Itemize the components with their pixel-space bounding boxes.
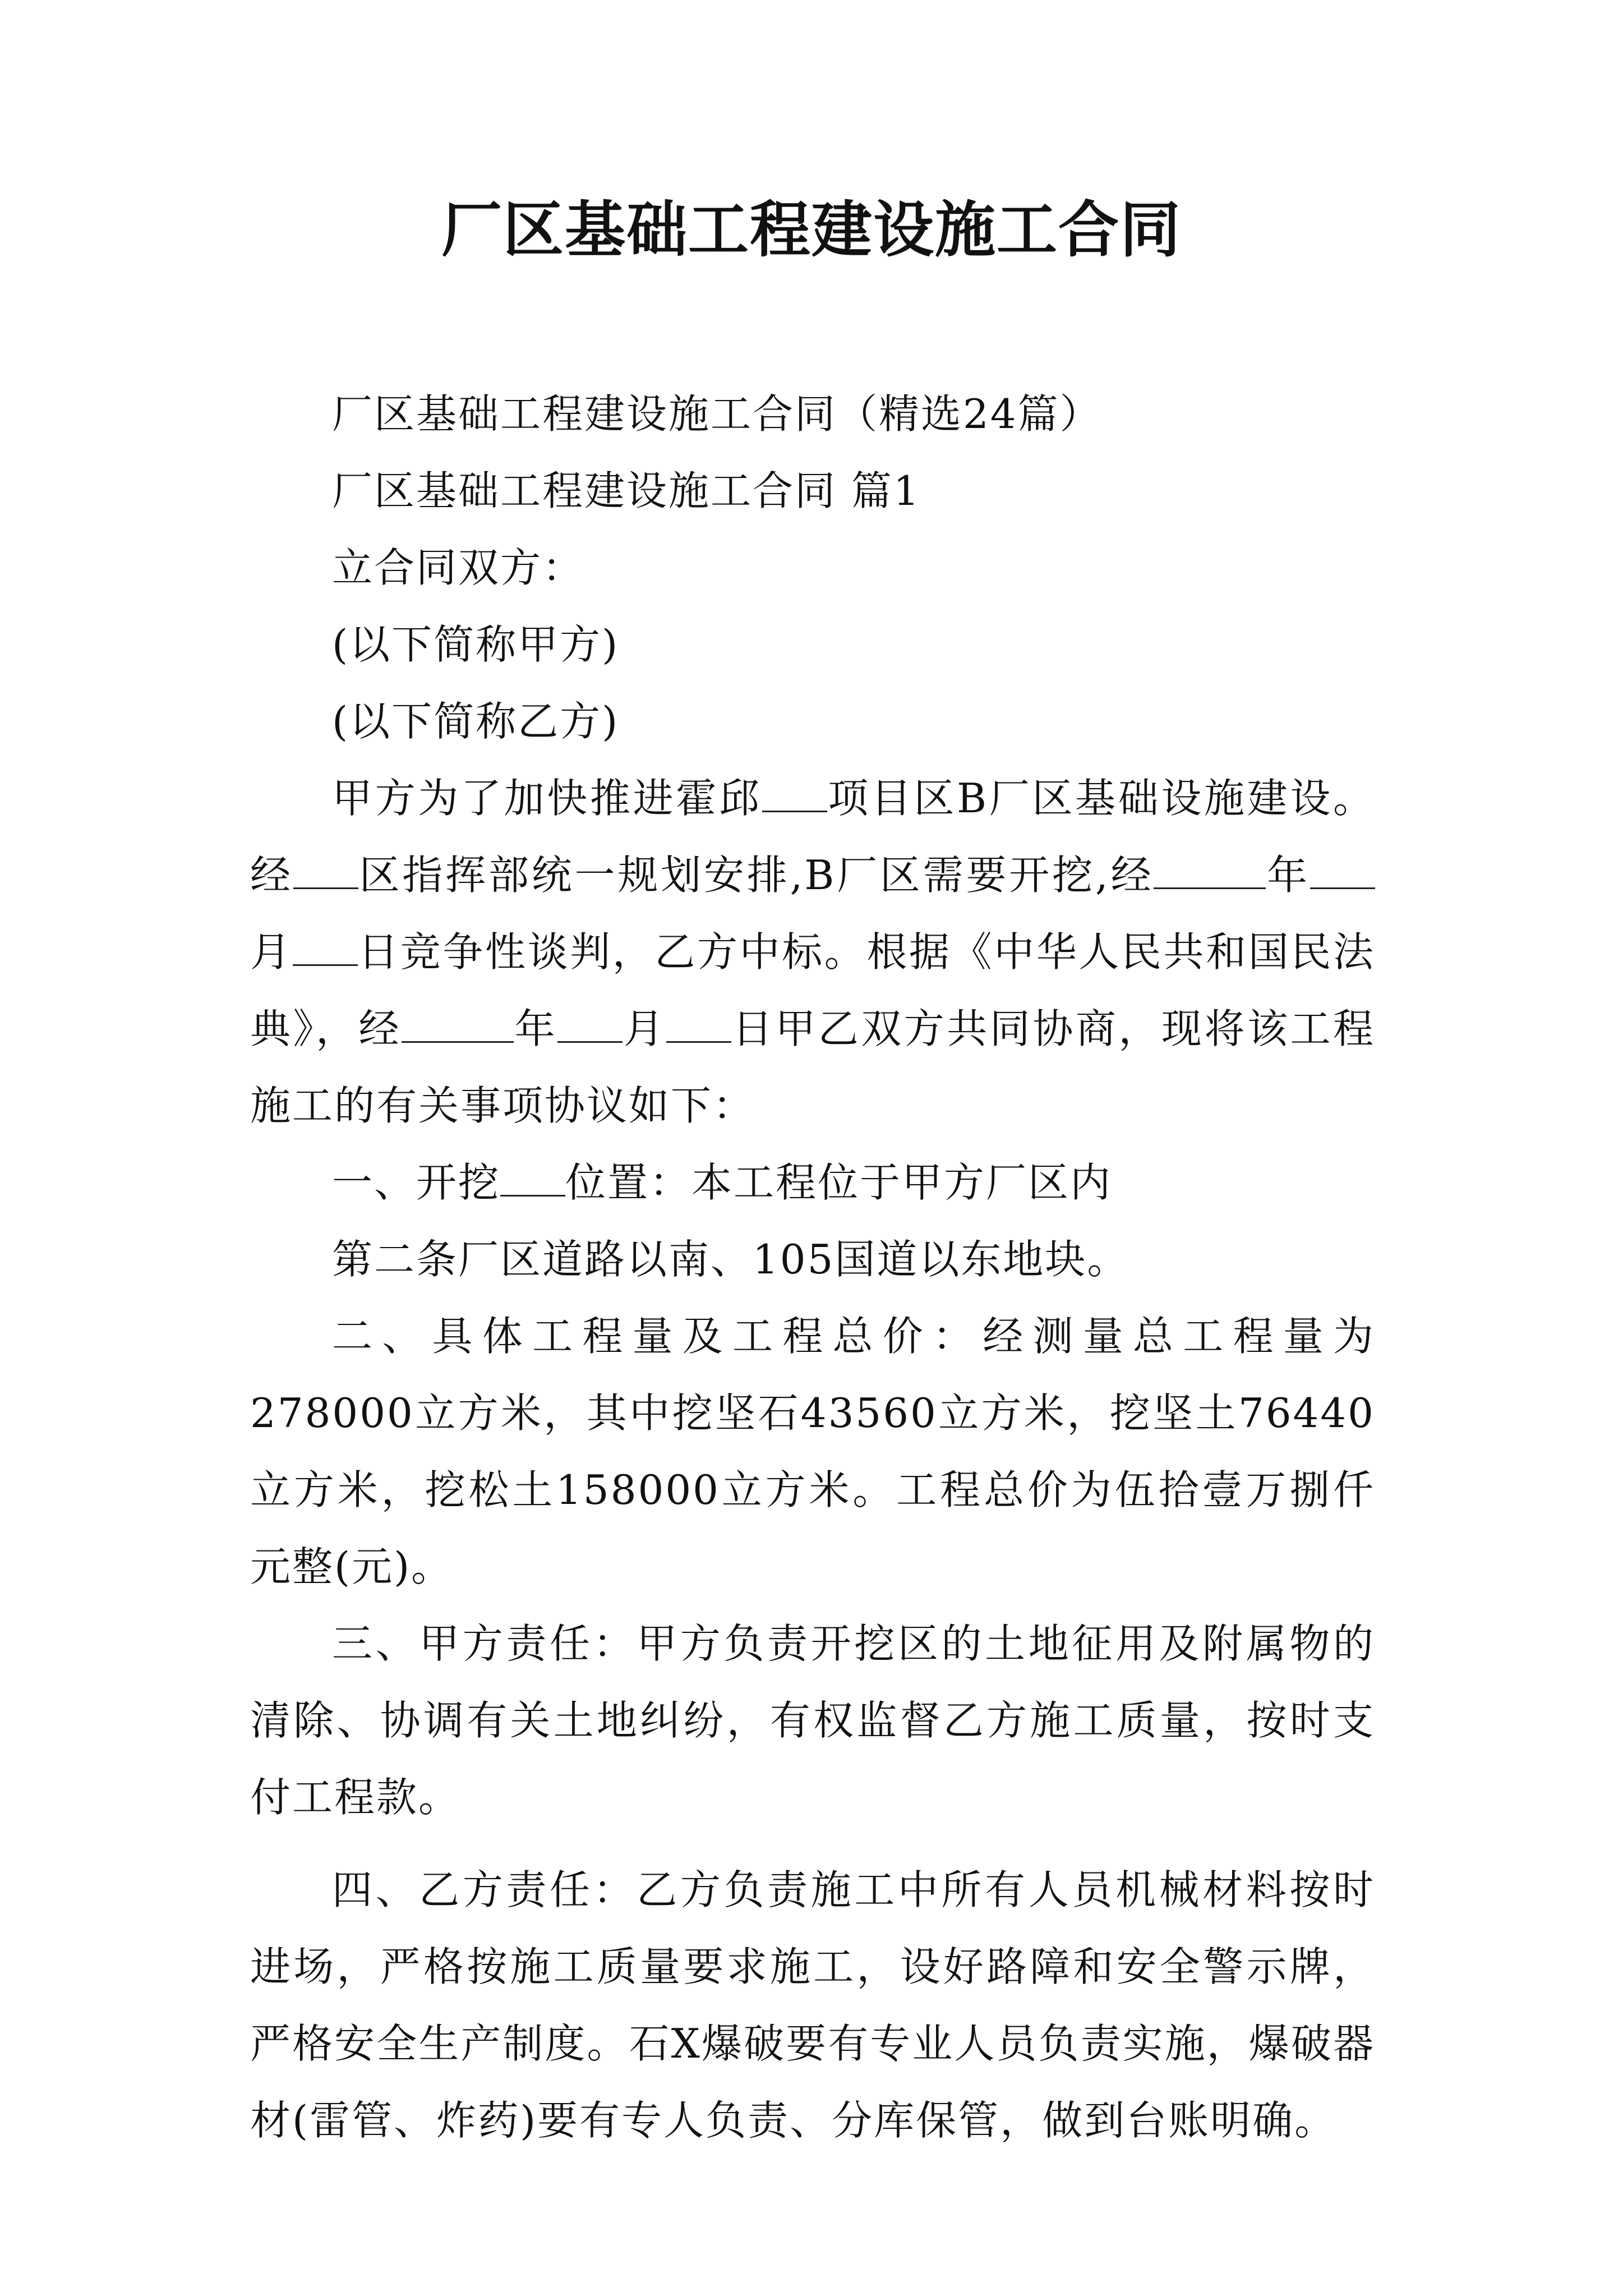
clause-1-text: 位置：本工程位于甲方厂区内 bbox=[565, 1159, 1113, 1206]
fill-blank bbox=[762, 777, 827, 812]
intro-text: 年 bbox=[1266, 852, 1310, 899]
intro-text: 月 bbox=[623, 1005, 667, 1052]
intro-text: 区指挥部统一规划安排,B厂区需要开挖,经 bbox=[358, 852, 1154, 899]
fill-blank bbox=[1310, 854, 1375, 889]
intro-text: 日竞争性谈判，乙方中标。根据《中华人民共和国民法典》，经 bbox=[250, 928, 1375, 1052]
clause-1-continuation: 第二条厂区道路以南、105国道以东地块。 bbox=[332, 1236, 1129, 1283]
intro-text: 月 bbox=[250, 928, 293, 976]
party-a-line: (以下简称甲方) bbox=[332, 621, 620, 668]
intro-text: 甲方为了加快推进霍邱 bbox=[332, 775, 762, 822]
clause-3: 三、甲方责任：甲方负责开挖区的土地征用及附属物的清除、协调有关土地纠纷，有权监督乙方施工质量，按时支付工程款。 bbox=[250, 1620, 1375, 1821]
document-title: 厂区基础工程建设施工合同 bbox=[441, 195, 1182, 265]
intro-text: 日甲乙双方共同协商，现将该工程施工的有关事项协议如下： bbox=[250, 1005, 1375, 1129]
party-b-line: (以下简称乙方) bbox=[332, 698, 620, 745]
intro-paragraph bbox=[250, 760, 1375, 1144]
parties-label: 立合同双方： bbox=[332, 544, 585, 591]
fill-blank bbox=[666, 1007, 731, 1043]
clause-4: 四、乙方责任：乙方负责施工中所有人员机械材料按时进场，严格按施工质量要求施工，设好路障和安全警示牌，严格安全生产制度。石X爆破要有专业人员负责实施，爆破器材(雷管、炸药)要有专人负责、分库保管，做到台账明确。 bbox=[250, 1866, 1375, 2144]
fill-blank bbox=[402, 1007, 514, 1043]
subtitle-line: 厂区基础工程建设施工合同（精选24篇） bbox=[332, 390, 1102, 438]
clause-1 bbox=[250, 1144, 1375, 1221]
fill-blank bbox=[557, 1007, 623, 1043]
clause-2: 二、具体工程量及工程总价：经测量总工程量为278000立方米，其中挖坚石43560立方米，挖坚土76440立方米，挖松土158000立方米。工程总价为伍拾壹万捌仟元整(元)。 bbox=[250, 1313, 1375, 1590]
document-body bbox=[250, 376, 1375, 2159]
intro-text: 年 bbox=[514, 1005, 558, 1052]
fill-blank bbox=[293, 854, 358, 889]
chapter-heading: 厂区基础工程建设施工合同 篇1 bbox=[332, 467, 921, 514]
fill-blank bbox=[293, 931, 358, 966]
fill-blank bbox=[1154, 854, 1266, 889]
fill-blank bbox=[500, 1161, 565, 1197]
clause-1-text: 一、开挖 bbox=[332, 1159, 501, 1206]
intro-text: 项目区B厂区基础设施建设。经 bbox=[250, 775, 1375, 899]
